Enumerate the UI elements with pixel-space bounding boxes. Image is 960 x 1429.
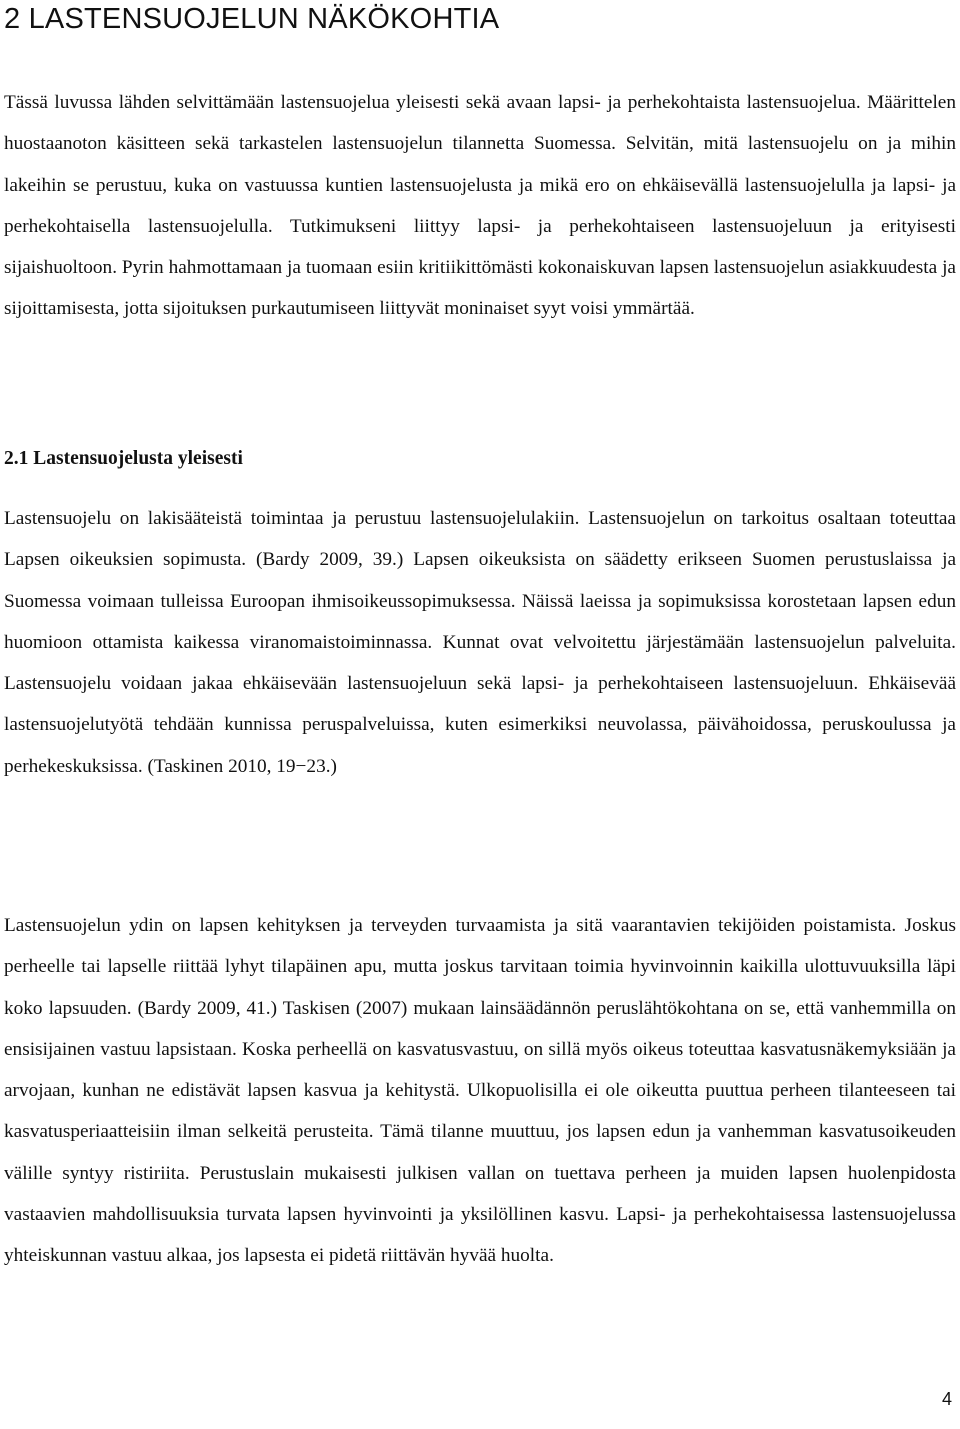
page-number: 4 [941, 1389, 952, 1409]
document-page [4, 0, 956, 1267]
chapter-title: 2 LASTENSUOJELUN NÄKÖKOHTIA [4, 3, 500, 35]
section-paragraph-1: Lastensuojelu on lakisääteistä toimintaa ja perustuu lastensuojelulakiin. Lastensuojelun on tarkoitus osaltaan toteuttaa Lapsen oikeuksien sopimusta. (Bardy 2009, 39.) Lapsen oikeuksista on säädetty erikseen Suomen perustuslaissa ja Suomessa voimaan tulleissa Euroopan ihmisoikeussopimuksessa. Näissä laeissa ja sopimuksissa korostetaan lapsen edun huomioon ottamista kaikessa viranomaistoiminnassa. Kunnat ovat velvoitettu järjestämään lastensuojelun palveluita. Lastensuojelu voidaan jakaa ehkäisevään lastensuojeluun sekä lapsi- ja perhekohtaiseen lastensuojeluun. Ehkäisevää lastensuojelutyötä tehdään kunnissa peruspalveluissa, kuten esimerkiksi neuvolassa, päivähoidossa, peruskoulussa ja perhekeskuksissa. (Taskinen 2010, 19−23.) [4, 508, 956, 777]
intro-paragraph: Tässä luvussa lähden selvittämään lastensuojelua yleisesti sekä avaan lapsi- ja perhekohtaista lastensuojelua. Määrittelen huostaanoton käsitteen sekä tarkastelen lastensuojelun tilannetta Suomessa. Selvitän, mitä lastensuojelu on ja mihin lakeihin se perustuu, kuka on vastuussa kuntien lastensuojelusta ja mikä ero on ehkäisevällä lastensuojelulla ja lapsi- ja perhekohtaisella lastensuojelulla. Tutkimukseni liittyy lapsi- ja perhekohtaiseen lastensuojeluun ja erityisesti sijaishuoltoon. Pyrin hahmottamaan ja tuomaan esiin kritiikittömästi kokonaiskuvan lapsen lastensuojelun asiakkuudesta ja sijoittamisesta, jotta sijoituksen purkautumiseen liittyvät moninaiset syyt voisi ymmärtää. [4, 92, 956, 320]
section-heading: 2.1 Lastensuojelusta yleisesti [4, 448, 243, 469]
section-paragraph-2: Lastensuojelun ydin on lapsen kehityksen ja terveyden turvaamista ja sitä vaarantavien tekijöiden poistamista. Joskus perheelle tai lapselle riittää lyhyt tilapäinen apu, mutta joskus tarvitaan toimia hyvinvoinnin kaikilla ulottuvuuksilla läpi koko lapsuuden. (Bardy 2009, 41.) Taskisen (2007) mukaan lainsäädännön peruslähtökohtana on se, että vanhemmilla on ensisijainen vastuu lapsistaan. Koska perheellä on kasvatusvastuu, on sillä myös oikeus toteuttaa kasvatusnäkemyksiään ja arvojaan, kunhan ne edistävät lapsen kasvua ja kehitystä. Ulkopuolisilla ei ole oikeutta puuttua perheen tilanteeseen tai kasvatusperiaatteisiin ilman selkeitä perusteita. Tämä tilanne muuttuu, jos lapsen edun ja vanhemman kasvatusoikeuden välille syntyy ristiriita. Perustuslain mukaisesti julkisen vallan on tuettava perheen ja muiden lapsen huolenpidosta vastaavien mahdollisuuksia turvata lapsen hyvinvointi ja yksilöllinen kasvu. Lapsi- ja perhekohtaisessa lastensuojelussa yhteiskunnan vastuu alkaa, jos lapsesta ei pidetä riittävän hyvää huolta. [4, 915, 956, 1267]
